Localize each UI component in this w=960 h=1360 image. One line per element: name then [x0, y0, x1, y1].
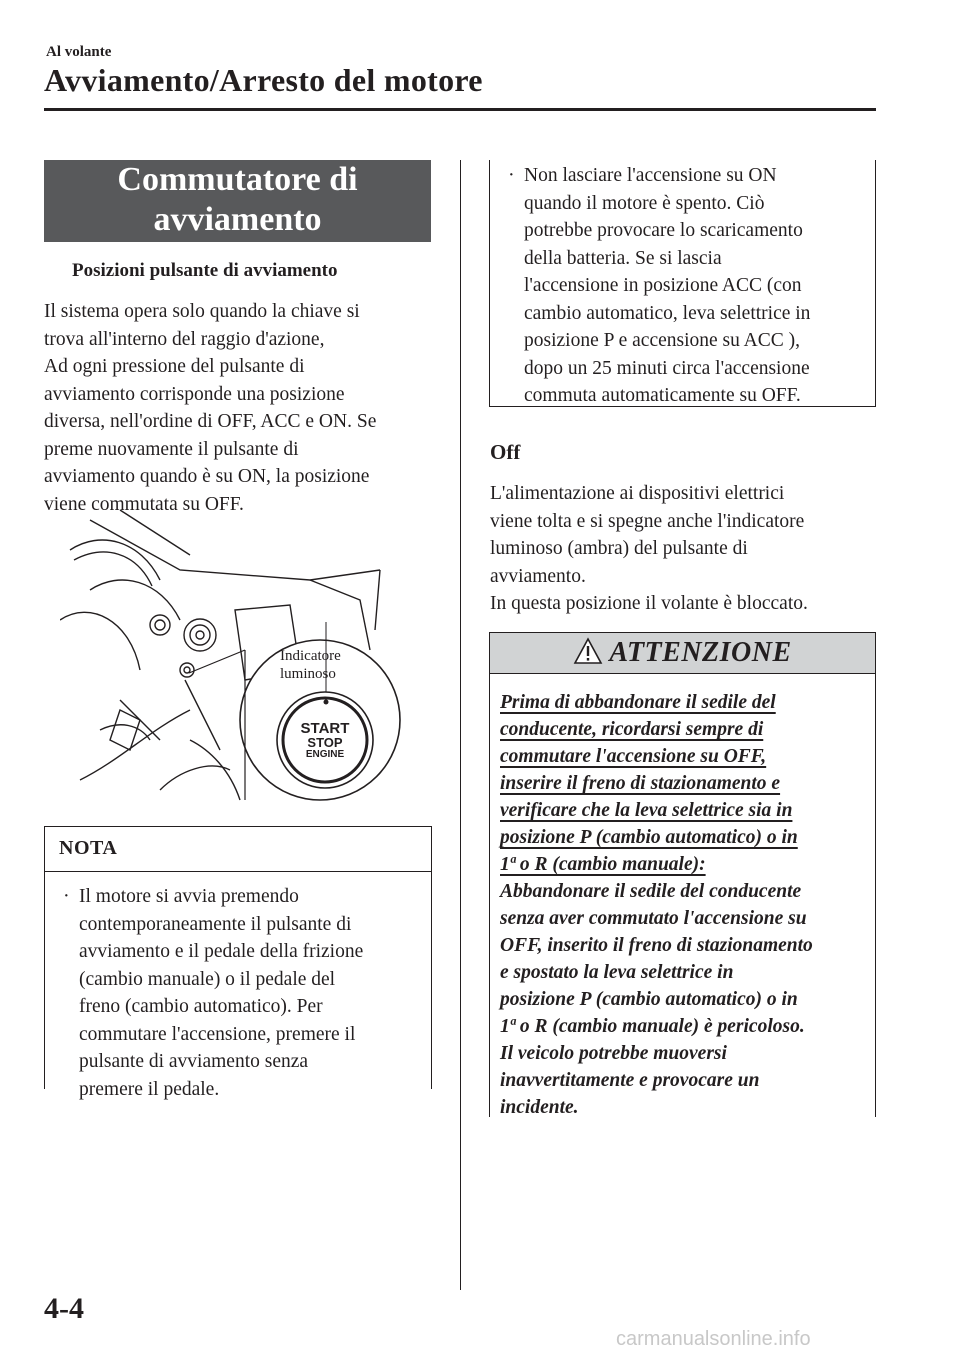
text-line: viene tolta e si spegne anche l'indicatore	[490, 510, 805, 532]
text-line: dopo un 25 minuti circa l'accensione	[524, 357, 810, 379]
text-line: contemporaneamente il pulsante di	[79, 913, 352, 935]
text-line: premere il pedale.	[79, 1078, 220, 1100]
bullet: ·	[63, 885, 70, 907]
text-line: (cambio manuale) o il pedale del	[79, 968, 336, 990]
text-line: pulsante di avviamento senza	[79, 1051, 309, 1072]
button-label-line: START	[300, 720, 350, 737]
text-line: l'accensione in posizione ACC (con	[524, 275, 802, 296]
text-line: preme nuovamente il pulsante di	[44, 438, 299, 460]
watermark: carmanualsonline.info	[616, 1328, 811, 1350]
underlined-line: inserire il freno di stazionamento e	[500, 773, 781, 794]
underlined-line: verificare che la leva selettrice sia in	[500, 800, 793, 821]
nota-rule	[45, 871, 431, 872]
text-line: commutare l'accensione, premere il	[79, 1023, 356, 1045]
text-line: avviamento quando è su ON, la posizione	[44, 466, 370, 487]
underlined-line: 1ª o R (cambio manuale):	[500, 854, 706, 875]
text-line: posizione P e accensione su ACC ),	[524, 330, 801, 351]
off-paragraph	[490, 480, 880, 618]
off-heading: Off	[490, 440, 521, 464]
text-line: della batteria. Se si lascia	[524, 247, 722, 269]
text-line: L'alimentazione ai dispositivi elettrici	[490, 483, 785, 504]
nota-box	[44, 826, 432, 1100]
text-line: diversa, nell'ordine di OFF, ACC e ON. Se	[44, 411, 377, 432]
intro-paragraph	[44, 298, 444, 518]
text-line: avviamento e il pedale della frizione	[79, 941, 364, 962]
text-line: senza aver commutato l'accensione su	[500, 908, 807, 929]
attenzione-header	[490, 633, 875, 674]
bullet: ·	[508, 164, 515, 186]
callout-label-line: luminoso	[280, 666, 336, 682]
text-line: Ad ogni pressione del pulsante di	[44, 356, 305, 377]
text-line: potrebbe provocare lo scaricamento	[524, 220, 803, 241]
text-line: OFF, inserito il freno di stazionamento	[500, 935, 813, 956]
nota-title: NOTA	[59, 837, 118, 859]
underlined-line: commutare l'accensione su OFF,	[500, 746, 767, 767]
text-line: e spostato la leva selettrice in	[500, 962, 734, 983]
text-line: Il sistema opera solo quando la chiave si	[44, 301, 360, 322]
text-line: freno (cambio automatico). Per	[79, 996, 323, 1017]
button-label-line: STOP	[307, 735, 343, 750]
button-label-line: ENGINE	[305, 749, 345, 760]
text-line: 1ª o R (cambio manuale) è pericoloso.	[500, 1016, 805, 1037]
callout-label	[280, 647, 341, 683]
underlined-line: posizione P (cambio automatico) o in	[500, 827, 798, 848]
section-label: Al volante	[46, 44, 112, 60]
section-title	[44, 160, 431, 242]
text-line: cambio automatico, leva selettrice in	[524, 302, 811, 324]
attenzione-title: ATTENZIONE	[609, 637, 792, 668]
nota-bullet-text	[524, 162, 876, 410]
page-number: 4-4	[44, 1292, 84, 1325]
text-line: viene commutata su OFF.	[44, 493, 244, 515]
column-divider	[460, 160, 461, 1290]
text-line: quando il motore è spento. Ciò	[524, 192, 765, 214]
text-line: In questa posizione il volante è bloccato.	[490, 593, 808, 614]
text-line: avviamento.	[490, 565, 586, 587]
callout-label-line: Indicatore	[280, 648, 341, 664]
underlined-line: Prima di abbandonare il sedile del	[500, 692, 776, 713]
text-line: avviamento corrisponde una posizione	[44, 383, 345, 405]
text-line: commuta automaticamente su OFF.	[524, 385, 801, 406]
underlined-line: conducente, ricordarsi sempre di	[500, 719, 764, 740]
text-line: posizione P (cambio automatico) o in	[500, 989, 798, 1010]
text-line: inavvertitamente e provocare un	[500, 1070, 760, 1091]
header-rule	[44, 108, 876, 111]
page-title: Avviamento/Arresto del motore	[44, 62, 483, 98]
subheading: Posizioni pulsante di avviamento	[72, 260, 338, 281]
text-line: Abbandonare il sedile del conducente	[500, 881, 802, 902]
nota-continued-box	[489, 160, 876, 407]
text-line: Non lasciare l'accensione su ON	[524, 165, 777, 186]
attenzione-text	[500, 689, 872, 1121]
warning-icon	[573, 637, 603, 665]
nota-bullet-text	[79, 883, 431, 1103]
section-title-line: Commutatore di	[117, 161, 358, 198]
start-stop-button-label	[290, 722, 360, 760]
dashboard-illustration	[60, 510, 420, 810]
text-line: Il motore si avvia premendo	[79, 886, 299, 907]
text-line: luminoso (ambra) del pulsante di	[490, 538, 748, 559]
section-title-line: avviamento	[153, 201, 322, 238]
text-line: Il veicolo potrebbe muoversi	[500, 1043, 727, 1064]
text-line: trova all'interno del raggio d'azione,	[44, 328, 325, 350]
attenzione-box	[489, 632, 876, 1117]
text-line: incidente.	[500, 1097, 579, 1118]
